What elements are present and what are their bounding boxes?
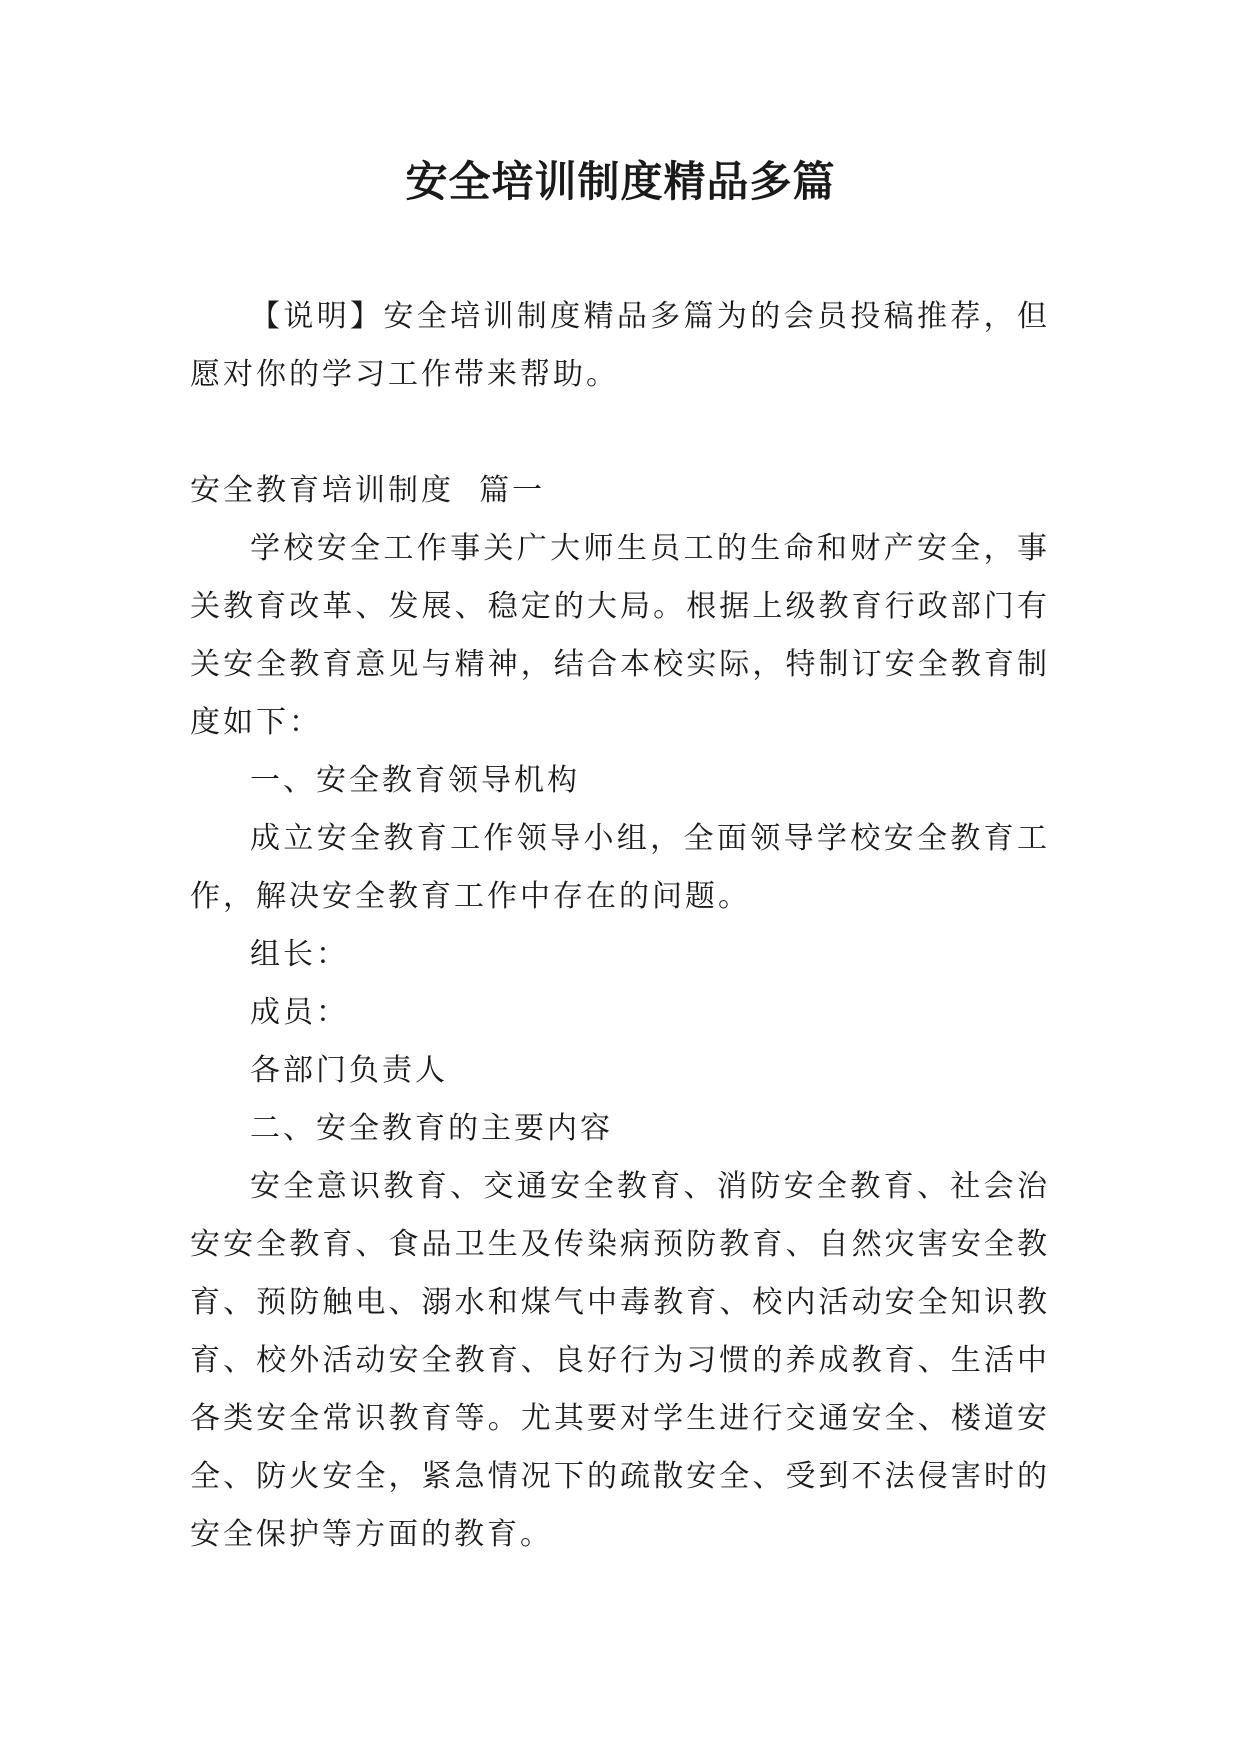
- body-paragraph: 学校安全工作事关广大师生员工的生命和财产安全，事关教育改革、发展、稳定的大局。根据上级教育行政部门有关安全教育意见与精神，结合本校实际，特制订安全教育制度如下：: [190, 531, 1050, 740]
- body-paragraph: 安全意识教育、交通安全教育、消防安全教育、社会治安安全教育、食品卫生及传染病预防教育、自然灾害安全教育、预防触电、溺水和煤气中毒教育、校内活动安全知识教育、校外活动安全教育、良好行为习惯的养成教育、生活中各类安全常识教育等。尤其要对学生进行交通安全、楼道安全、防火安全，紧急情况下的疏散安全、受到不法侵害时的安全保护等方面的教育。: [190, 1169, 1050, 1552]
- department-heads-line: 各部门负责人: [250, 1053, 448, 1088]
- section-heading: 安全教育培训制度 篇一: [190, 473, 546, 508]
- subheading-content: 二、安全教育的主要内容: [250, 1111, 613, 1146]
- document-title: 安全培训制度精品多篇: [405, 157, 836, 206]
- body-paragraph: 成立安全教育工作领导小组，全面领导学校安全教育工作，解决安全教育工作中存在的问题。: [190, 821, 1050, 914]
- members-line: 成员：: [250, 995, 349, 1030]
- document-body: [190, 288, 1050, 1564]
- intro-paragraph: 【说明】安全培训制度精品多篇为的会员投稿推荐，但愿对你的学习工作带来帮助。: [190, 299, 1050, 392]
- subheading-leadership: 一、安全教育领导机构: [250, 763, 580, 798]
- group-leader-line: 组长：: [250, 937, 349, 972]
